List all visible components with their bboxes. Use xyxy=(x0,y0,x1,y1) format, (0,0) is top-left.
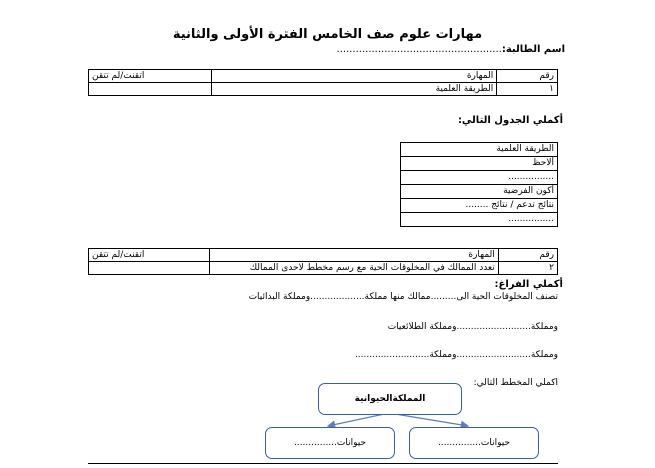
header-number: رقم xyxy=(498,249,557,262)
diagram-instruction: اكملي المخطط التالي: xyxy=(473,378,558,388)
row-number: ١ xyxy=(497,83,558,96)
student-name-blank: .................................................... xyxy=(336,44,502,55)
row-skill: الطريقة العلمية xyxy=(212,83,497,96)
bottom-rule xyxy=(88,463,558,464)
method-cell: ألاحظ xyxy=(401,157,558,171)
method-cell: ................ xyxy=(401,213,558,227)
row-skill: تعدد الممالك في المخلوقات الحية مع رسم مخطط لاحدى الممالك xyxy=(209,262,498,275)
fill-line-1: تصنف المخلوقات الحية الى.........ممالك منها مملكة...................ومملكة البدائيات xyxy=(248,292,558,302)
header-result: اتقنت/لم تتقن xyxy=(89,249,210,262)
method-cell: الطريقة العلمية xyxy=(401,143,558,157)
animal-kingdom-box: المملكةالحيوانية xyxy=(318,383,462,415)
header-skill: المهارة xyxy=(209,249,498,262)
method-cell: نتائج تدعم / نتائج ........ xyxy=(401,199,558,213)
fill-blanks-heading: أكملي الفراغ: xyxy=(494,279,563,290)
header-number: رقم xyxy=(497,70,558,83)
complete-table-heading: أكملي الجدول التالي: xyxy=(457,115,563,126)
method-cell: أكون الفرضية xyxy=(401,185,558,199)
fill-line-3: ومملكة..........................ومملكة.......................... xyxy=(354,350,558,360)
method-cell: ................ xyxy=(401,171,558,185)
header-skill: المهارة xyxy=(212,70,497,83)
student-name-label: اسم الطالبة: xyxy=(501,44,565,55)
animals-box-right: حيوانات............... xyxy=(409,427,539,459)
row-number: ٢ xyxy=(498,262,557,275)
fill-line-2: ومملكة..........................ومملكة الطلائعيات xyxy=(387,322,558,332)
page-title: مهارات علوم صف الخامس الفترة الأولى والثانية xyxy=(172,27,483,42)
animals-box-left: حيوانات............... xyxy=(265,427,395,459)
header-result: اتقنت/لم تتقن xyxy=(89,70,212,83)
